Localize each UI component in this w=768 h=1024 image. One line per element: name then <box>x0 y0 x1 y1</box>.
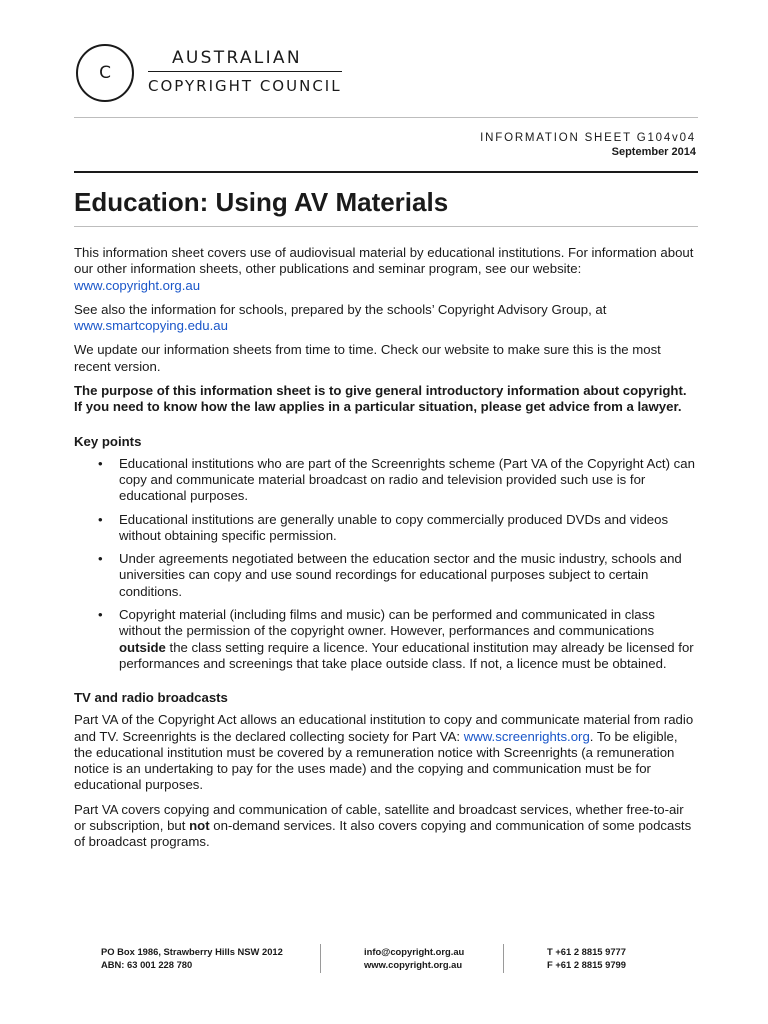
logo-line-copyright-council: COPYRIGHT COUNCIL <box>148 77 342 95</box>
screenrights-link[interactable]: www.screenrights.org <box>463 728 590 744</box>
footer-address: PO Box 1986, Strawberry Hills NSW 2012 <box>101 946 283 957</box>
footer-email[interactable]: info@copyright.org.au <box>364 946 465 957</box>
list-item <box>74 607 698 672</box>
bullet: • <box>98 511 103 527</box>
smartcopying-link[interactable]: www.smartcopying.edu.au <box>74 318 228 334</box>
list-item <box>74 456 698 505</box>
key-point-text: Copyright material (including films and music) can be performed and communicated in class without the permission of the copyright owner. However, performances and communications <box>119 607 655 639</box>
key-points-list <box>74 456 698 673</box>
sheet-id: INFORMATION SHEET G104v04 <box>480 132 696 144</box>
key-point-text: Educational institutions are generally unable to copy commercially produced DVDs and videos without obtaining specific permission. <box>119 511 669 543</box>
logo-line-australian: AUSTRALIAN <box>172 48 302 68</box>
header-divider <box>74 117 698 118</box>
footer-fax: F +61 2 8815 9799 <box>547 959 626 970</box>
purpose-disclaimer: The purpose of this information sheet is to give general introductory information about copyright. If you need to know how the law applies in a particular situation, please get advice from a lawyer. <box>74 383 687 415</box>
title-bottom-rule <box>74 226 698 227</box>
key-point-text: Under agreements negotiated between the education sector and the music industry, schools and universities can copy and use sound recordings for educational purposes subject to certain conditions. <box>119 551 682 599</box>
intro-paragraph-2 <box>74 302 698 335</box>
tv-radio-p1-text: Part VA of the Copyright Act allows an educational institution to copy and communicate material from radio and TV. Screenrights is the declared collecting society for Part VA: <box>74 712 694 744</box>
sheet-info <box>480 131 696 159</box>
footer-contact-col <box>364 945 464 971</box>
sheet-date: September 2014 <box>611 146 696 158</box>
key-point-text-cont: the class setting require a licence. Your educational institution may already be licensed for performances and screenings that take place outside class. If not, a licence must be obtained. <box>119 639 694 671</box>
list-item <box>74 512 698 545</box>
logo-wordmark <box>148 48 342 96</box>
intro-paragraph-1 <box>74 245 698 294</box>
footer-phone-col <box>547 945 626 971</box>
intro-p2-text: See also the information for schools, prepared by the schools’ Copyright Advisory Group, at <box>74 301 607 317</box>
main-content <box>74 245 698 859</box>
intro-p1-text: This information sheet covers use of audiovisual material by educational institutions. For information about our other information sheets, other publications and seminar program, see our website: <box>74 245 694 277</box>
bullet: • <box>98 607 103 623</box>
logo-divider <box>148 71 342 72</box>
footer-website[interactable]: www.copyright.org.au <box>364 959 463 970</box>
tv-radio-paragraph-1 <box>74 712 698 793</box>
bullet: • <box>98 455 103 471</box>
bullet: • <box>98 551 103 567</box>
tv-radio-p2-text-cont: on-demand services. It also covers copying and communication of some podcasts of broadcast programs. <box>74 818 692 850</box>
page-title: Education: Using AV Materials <box>74 187 449 217</box>
copyright-website-link[interactable]: www.copyright.org.au <box>74 277 201 293</box>
tv-radio-emphasis: not <box>189 818 210 834</box>
tv-radio-paragraph-2 <box>74 802 698 851</box>
key-point-text: Educational institutions who are part of the Screenrights scheme (Part VA of the Copyright Act) can copy and communicate material broadcast on radio and television provided such use is for educational purposes. <box>119 455 695 504</box>
tv-radio-p2-text: Part VA covers copying and communication of cable, satellite and broadcast services, whether free-to-air or subscription, but <box>74 801 684 834</box>
intro-paragraph-3: We update our information sheets from time to time. Check our website to make sure this is the most recent version. <box>74 342 661 374</box>
logo-mark: C <box>99 63 111 83</box>
footer-address-col <box>101 945 283 971</box>
title-top-rule <box>74 171 698 173</box>
tv-radio-p1-text-cont: . To be eligible, the educational institution must be covered by a remuneration notice with Screenrights (a remuneration notice is an undertaking to pay for the uses made) and the copying and communication must be for educational purposes. <box>74 728 678 793</box>
key-point-emphasis: outside <box>119 639 166 655</box>
list-item <box>74 551 698 600</box>
tv-radio-heading: TV and radio broadcasts <box>74 690 228 706</box>
footer-phone: T +61 2 8815 9777 <box>547 946 626 957</box>
copyright-circle-logo-icon <box>76 44 134 102</box>
footer-abn: ABN: 63 001 228 780 <box>101 959 193 970</box>
footer-divider <box>320 944 321 973</box>
key-points-heading: Key points <box>74 433 142 449</box>
acc-logo <box>76 44 342 102</box>
footer-divider <box>503 944 504 973</box>
